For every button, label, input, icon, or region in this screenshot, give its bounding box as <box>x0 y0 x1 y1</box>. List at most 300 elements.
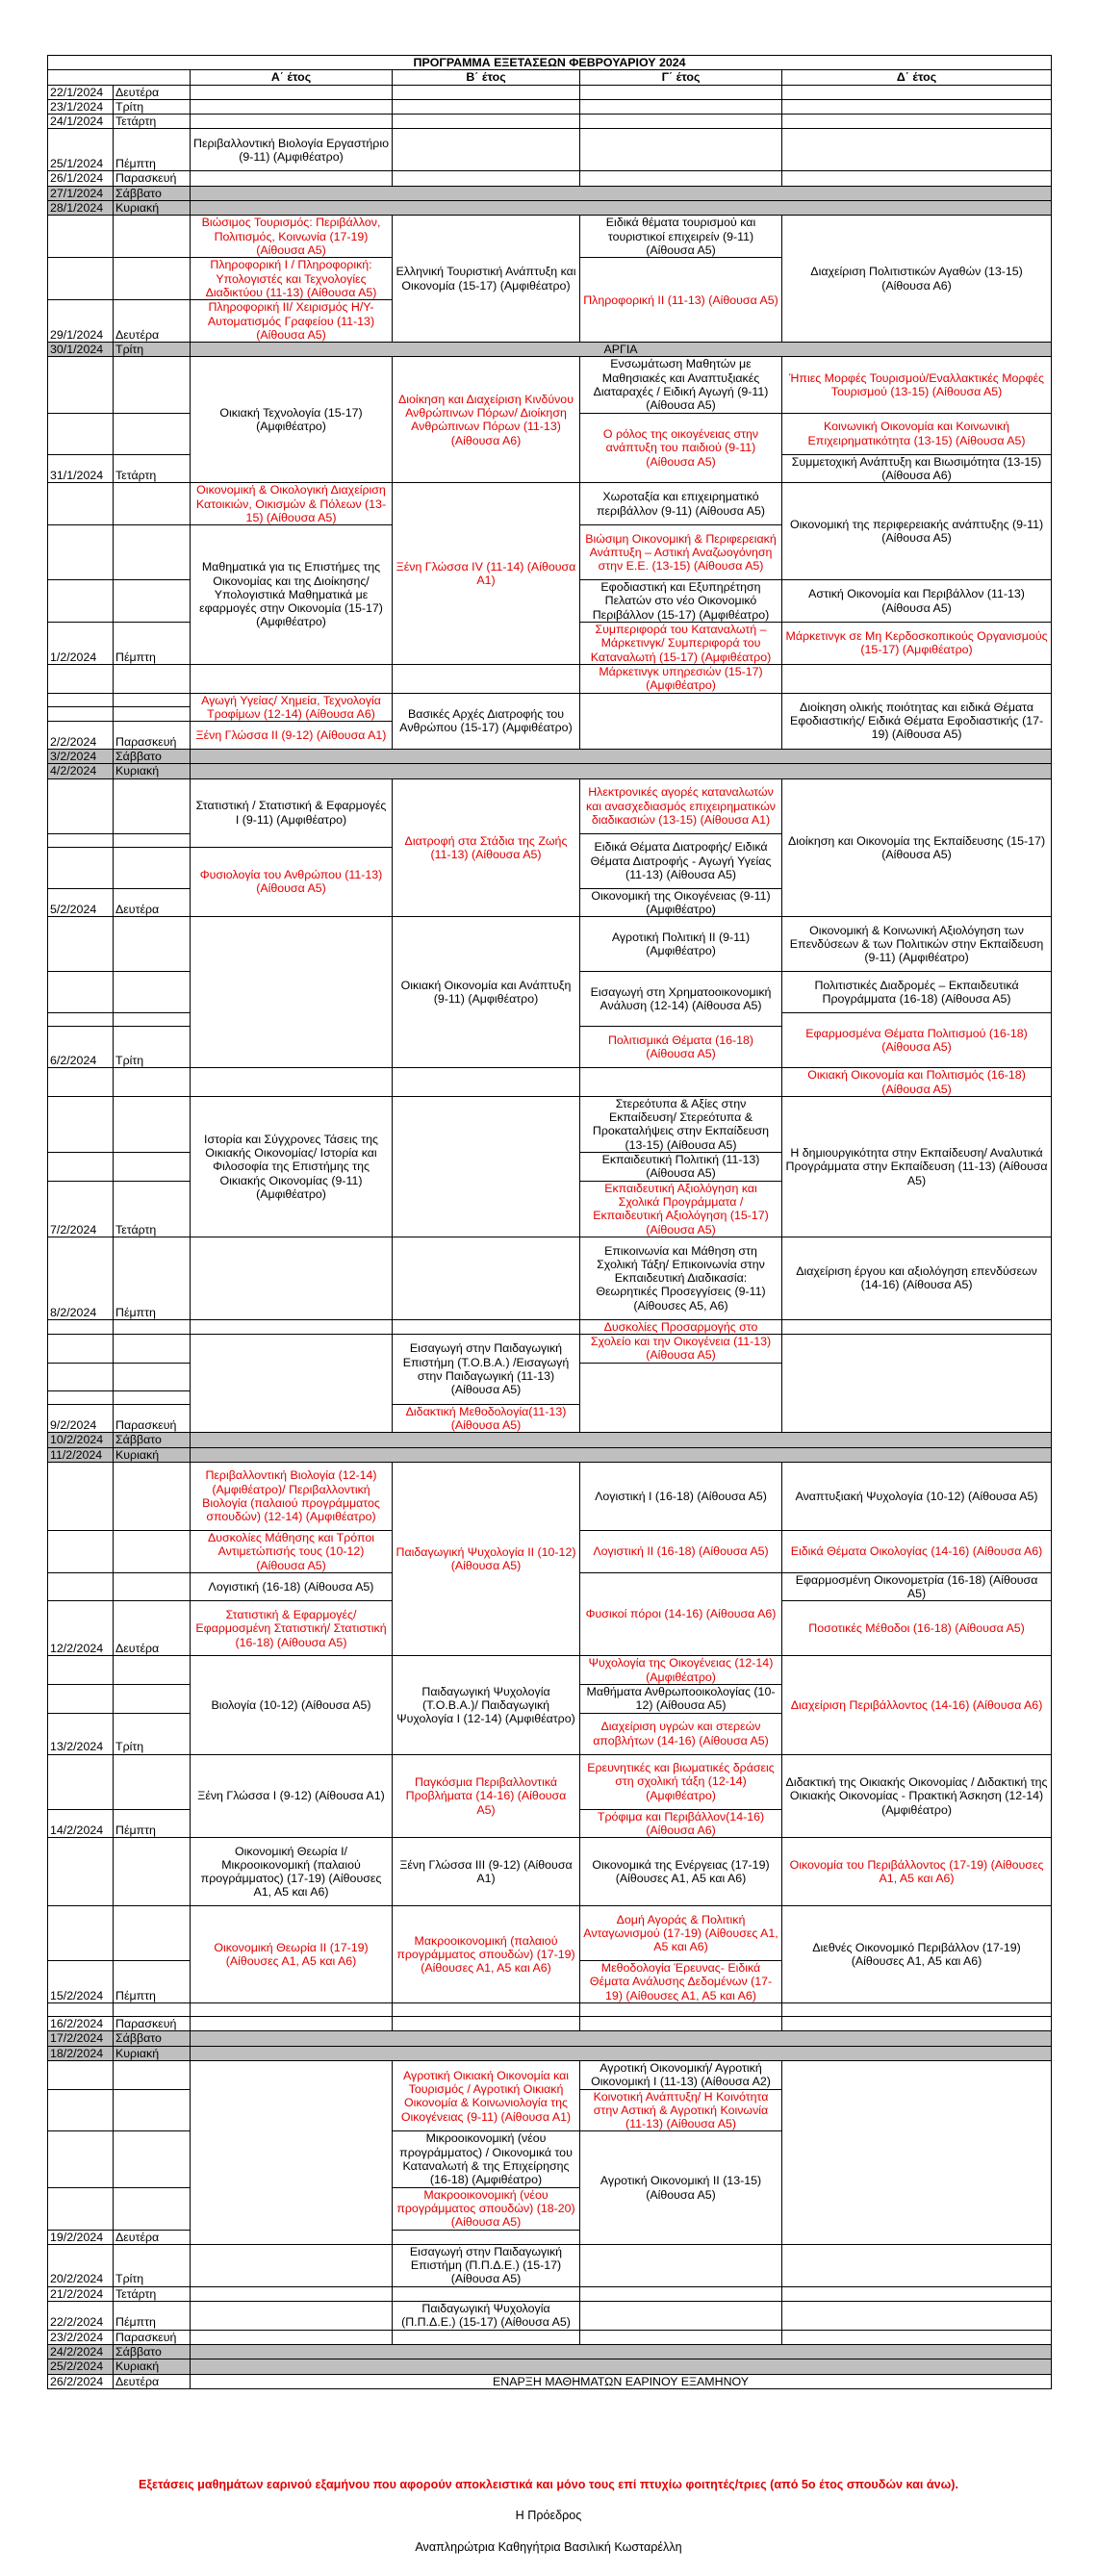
schedule-row <box>48 1096 1052 1152</box>
schedule-row <box>48 171 1052 186</box>
date-cell: 6/2/2024 <box>48 1027 114 1068</box>
weekend-fill <box>191 764 1052 778</box>
date-cell <box>48 525 114 580</box>
date-cell <box>48 833 114 847</box>
date-cell: 23/2/2024 <box>48 2330 114 2344</box>
empty-cell <box>393 129 580 171</box>
weekday-cell <box>114 483 191 525</box>
weekday-cell: Δευτέρα <box>114 300 191 343</box>
exam-cell: Πολιτιστικές Διαδρομές – Εκπαιδευτικά Προγράμματα (16-18) (Αίθουσα Α5) <box>782 972 1052 1013</box>
date-cell <box>48 664 114 693</box>
exam-cell: Εφαρμοσμένη Οικονομετρία (16-18) (Αίθουσα Α5) <box>782 1572 1052 1601</box>
empty-cell <box>580 2017 782 2031</box>
exam-cell: Η δημιουργικότητα στην Εκπαίδευση/ Αναλυτικά Προγράμματα στην Εκπαίδευση (11-13) (Αίθουσα Α5) <box>782 1096 1052 1237</box>
schedule-row <box>48 917 1052 972</box>
weekday-cell: Τετάρτη <box>114 2286 191 2301</box>
weekday-cell: Πέμπτη <box>114 1237 191 1319</box>
exam-cell: Οικονομική & Οικολογική Διαχείριση Κατοικιών, Οικισμών & Πόλεων (13-15) (Αίθουσα Α5) <box>191 483 393 525</box>
weekday-cell: Πέμπτη <box>114 623 191 665</box>
weekday-cell <box>114 2089 191 2131</box>
empty-cell <box>393 115 580 129</box>
schedule-row <box>48 750 1052 764</box>
weekend-fill <box>191 1433 1052 1447</box>
exam-cell: Ενσωμάτωση Μαθητών με Μαθησιακές και Αναπτυξιακές Διαταραχές / Ειδική Αγωγή (9-11) (Αίθουσα Α5) <box>580 357 782 413</box>
weekday-cell <box>114 2187 191 2230</box>
exam-cell: Ξένη Γλώσσα ΙΙ (9-12) (Αίθουσα Α1) <box>191 722 393 750</box>
date-cell: 11/2/2024 <box>48 1447 114 1462</box>
date-cell: 18/2/2024 <box>48 2046 114 2060</box>
exam-cell: Διδακτική της Οικιακής Οικονομίας / Διδακτική της Οικιακής Οικονομίας - Πρακτική Άσκηση (12-14) (Αμφιθέατρο) <box>782 1754 1052 1838</box>
date-cell <box>48 972 114 1013</box>
exam-cell: Διοίκηση και Διαχείριση Κινδύνου Ανθρώπινων Πόρων/ Διοίκηση Ανθρώπινων Πόρων (11-13) (Αίθουσα Α6) <box>393 357 580 483</box>
schedule-row <box>48 1447 1052 1462</box>
exam-cell: Ήπιες Μορφές Τουρισμού/Εναλλακτικές Μορφές Τουρισμού (13-15) (Αίθουσα Α5) <box>782 357 1052 413</box>
empty-cell <box>191 2244 393 2286</box>
date-cell <box>48 1462 114 1530</box>
schedule-row <box>48 1906 1052 1961</box>
schedule-row <box>48 2302 1052 2331</box>
empty-cell <box>782 85 1052 99</box>
date-cell: 31/1/2024 <box>48 454 114 483</box>
schedule-row <box>48 129 1052 171</box>
empty-cell <box>393 1237 580 1319</box>
exam-cell: Δυσκολίες Προσαρμογής στο <box>580 1319 782 1334</box>
date-cell: 8/2/2024 <box>48 1237 114 1319</box>
exam-cell: Στατιστική & Εφαρμογές/ Εφαρμοσμένη Στατιστική/ Στατιστική (16-18) (Αίθουσα Α5) <box>191 1601 393 1656</box>
date-cell: 15/2/2024 <box>48 1961 114 2003</box>
exam-cell: Μάρκετινγκ σε Μη Κερδοσκοπικούς Οργανισμούς (15-17) (Αμφιθέατρο) <box>782 623 1052 665</box>
empty-cell <box>191 115 393 129</box>
date-cell: 24/1/2024 <box>48 115 114 129</box>
schedule-row <box>48 2046 1052 2060</box>
weekday-cell <box>114 2131 191 2187</box>
exam-cell: Λογιστική ΙΙ (16-18) (Αίθουσα Α5) <box>580 1530 782 1572</box>
exam-cell: Πληροφορική Ι / Πληροφορική: Υπολογιστές και Τεχνολογίες Διαδικτύου (11-13) (Αίθουσα Α5) <box>191 258 393 300</box>
weekday-cell: Παρασκευή <box>114 2017 191 2031</box>
empty-cell <box>393 2286 580 2301</box>
date-cell: 4/2/2024 <box>48 764 114 778</box>
date-cell <box>48 483 114 525</box>
empty-cell <box>191 2003 393 2017</box>
schedule-row <box>48 115 1052 129</box>
empty-cell <box>191 1319 393 1334</box>
exam-cell: Οικιακή Τεχνολογία (15-17) (Αμφιθέατρο) <box>191 357 393 483</box>
exam-cell: Πληροφορική ΙΙ (11-13) (Αίθουσα Α5) <box>580 258 782 343</box>
exam-cell: Κοινωνική Οικονομία και Κοινωνική Επιχειρηματικότητα (13-15) (Αίθουσα Α5) <box>782 413 1052 454</box>
date-cell: 2/2/2024 <box>48 722 114 750</box>
full-width-note: ΑΡΓΙΑ <box>191 343 1052 357</box>
date-cell: 29/1/2024 <box>48 300 114 343</box>
schedule-row <box>48 1754 1052 1809</box>
exam-cell: Ο ρόλος της οικογένειας στην ανάπτυξη του παιδιού (9-11) (Αίθουσα Α5) <box>580 413 782 483</box>
date-cell <box>48 2187 114 2230</box>
weekday-cell: Πέμπτη <box>114 1809 191 1838</box>
exam-cell: Διαχείριση υγρών και στερεών αποβλήτων (14-16) (Αίθουσα Α5) <box>580 1713 782 1754</box>
empty-cell <box>191 2017 393 2031</box>
empty-cell <box>782 115 1052 129</box>
weekday-cell <box>114 1906 191 1961</box>
weekend-fill <box>191 201 1052 216</box>
weekday-cell: Σάββατο <box>114 2031 191 2046</box>
empty-cell <box>782 2017 1052 2031</box>
date-cell: 26/2/2024 <box>48 2374 114 2388</box>
date-cell: 21/2/2024 <box>48 2286 114 2301</box>
weekday-cell: Τρίτη <box>114 343 191 357</box>
exam-cell: Παιδαγωγική Ψυχολογία ΙΙ (10-12) (Αίθουσα Α5) <box>393 1462 580 1655</box>
footer-name: Αναπληρώτρια Καθηγήτρια Βασιλική Κωσταρέλλη <box>415 2540 682 2554</box>
footer-note: Εξετάσεις μαθημάτων εαρινού εξαμήνου που αφορούν αποκλειστικά και μόνο τους επί πτυχίω φοιτητές/τριες (από 5ο έτος σπουδών και άνω). <box>139 2478 958 2491</box>
empty-cell <box>782 2060 1052 2244</box>
exam-cell: Διεθνές Οικονομικό Περιβάλλον (17-19) (Αίθουσες Α1, Α5 και Α6) <box>782 1906 1052 2003</box>
date-cell: 23/1/2024 <box>48 99 114 114</box>
date-cell: 12/2/2024 <box>48 1601 114 1656</box>
weekday-cell <box>114 664 191 693</box>
empty-cell <box>580 1363 782 1433</box>
empty-cell <box>191 2286 393 2301</box>
weekend-fill <box>191 2031 1052 2046</box>
year-header-b: Β΄ έτος <box>393 70 580 85</box>
weekday-cell <box>114 1096 191 1152</box>
schedule-row <box>48 1462 1052 1530</box>
date-cell <box>48 258 114 300</box>
weekday-cell <box>114 693 191 707</box>
weekend-fill <box>191 1447 1052 1462</box>
date-cell <box>48 1838 114 1906</box>
date-cell: 13/2/2024 <box>48 1713 114 1754</box>
empty-cell <box>393 99 580 114</box>
weekday-cell: Πέμπτη <box>114 1961 191 2003</box>
exam-cell: Ιστορία και Σύγχρονες Τάσεις της Οικιακής Οικονομίας/ Ιστορία και Φιλοσοφία της Επιστήμης της Οικιακής Οικονομίας (9-11) (Αμφιθέατρο) <box>191 1096 393 1237</box>
empty-cell <box>580 99 782 114</box>
weekday-cell: Τρίτη <box>114 2244 191 2286</box>
exam-cell: Μικροοικονομική (νέου προγράμματος) / Οικονομικά του Καταναλωτή & της Επιχείρησης (16-18) (Αμφιθέατρο) <box>393 2131 580 2187</box>
weekday-cell <box>114 1363 191 1390</box>
empty-cell <box>580 171 782 186</box>
weekday-cell <box>114 1335 191 1364</box>
exam-cell: Εκπαιδευτική Πολιτική (11-13) (Αίθουσα Α5) <box>580 1153 782 1182</box>
weekday-cell: Παρασκευή <box>114 722 191 750</box>
schedule-row <box>48 2374 1052 2388</box>
weekday-cell <box>114 1685 191 1714</box>
exam-cell: Συμπεριφορά του Καταναλωτή – Μάρκετινγκ/ Συμπεριφορά του Καταναλωτή (15-17) (Αμφιθέατρο) <box>580 623 782 665</box>
exam-cell: Δομή Αγοράς & Πολιτική Ανταγωνισμού (17-19) (Αίθουσες Α1, Α5 και Α6) <box>580 1906 782 1961</box>
exam-cell: Οικονομική Θεωρία Ι/ Μικροοικονομική (παλαιού προγράμματος) (17-19) (Αίθουσες Α1, Α5 και Α6) <box>191 1838 393 1906</box>
empty-cell <box>782 1335 1052 1433</box>
exam-cell: Ειδικά Θέματα Οικολογίας (14-16) (Αίθουσα Α6) <box>782 1530 1052 1572</box>
exam-cell: Εκπαιδευτική Αξιολόγηση και Σχολικά Προγράμματα / Εκπαιδευτική Αξιολόγηση (15-17) (Αίθουσα Α5) <box>580 1181 782 1237</box>
exam-cell: Διαχείριση Πολιτιστικών Αγαθών (13-15) (Αίθουσα Α6) <box>782 216 1052 343</box>
weekend-fill <box>191 2359 1052 2374</box>
weekday-cell: Τετάρτη <box>114 454 191 483</box>
date-cell: 14/2/2024 <box>48 1809 114 1838</box>
exam-cell: Εισαγωγή στη Χρηματοοικονομική Ανάλυση (12-14) (Αίθουσα Α5) <box>580 972 782 1027</box>
exam-cell: Αγροτική Οικιακή Οικονομία και Τουρισμός / Αγροτική Οικιακή Οικονομία & Κοινωνιολογία της Οικογένειας (9-11) (Αίθουσα Α1) <box>393 2060 580 2130</box>
date-cell <box>48 1530 114 1572</box>
exam-cell: Ειδικά Θέματα Διατροφής/ Ειδικά Θέματα Διατροφής - Αγωγή Υγείας (11-13) (Αίθουσα Α5) <box>580 833 782 888</box>
exam-cell: Σχολείο και την Οικογένεια (11-13) (Αίθουσα Α5) <box>580 1335 782 1364</box>
exam-cell: Οικονομική & Κοινωνική Αξιολόγηση των Επενδύσεων & των Πολιτικών στην Εκπαίδευση (9-11) (Αμφιθέατρο) <box>782 917 1052 972</box>
empty-cell <box>782 1319 1052 1334</box>
exam-cell: Ψυχολογία της Οικογένειας (12-14) (Αμφιθέατρο) <box>580 1656 782 1685</box>
empty-cell <box>393 171 580 186</box>
weekday-cell <box>114 1656 191 1685</box>
date-cell: 5/2/2024 <box>48 888 114 917</box>
empty-cell <box>393 85 580 99</box>
year-header-a: Α΄ έτος <box>191 70 393 85</box>
weekday-cell: Τρίτη <box>114 1027 191 1068</box>
exam-cell: Διοίκηση ολικής ποιότητας και ειδικά Θέματα Εφοδιαστικής/ Ειδικά Θέματα Εφοδιαστικής (17-19) (Αίθουσα Α5) <box>782 693 1052 750</box>
date-cell <box>48 1656 114 1685</box>
empty-cell <box>191 917 393 1068</box>
date-cell <box>48 1153 114 1182</box>
date-cell: 25/2/2024 <box>48 2359 114 2374</box>
exam-cell: Ερευνητικές και βιωματικές δράσεις στη σχολική τάξη (12-14) (Αμφιθέατρο) <box>580 1754 782 1809</box>
empty-cell <box>782 171 1052 186</box>
schedule-row <box>48 1335 1052 1364</box>
schedule-row <box>48 99 1052 114</box>
weekday-cell <box>114 580 191 623</box>
weekday-cell: Κυριακή <box>114 1447 191 1462</box>
empty-cell <box>393 2330 580 2344</box>
date-cell <box>48 580 114 623</box>
weekday-cell <box>114 1319 191 1334</box>
empty-cell <box>580 2330 782 2344</box>
schedule-row <box>48 778 1052 833</box>
schedule-row <box>48 1237 1052 1319</box>
exam-cell: Ηλεκτρονικές αγορές καταναλωτών και ανασχεδιασμός επιχειρηματικών διαδικασιών (13-15) (Αίθουσα Α1) <box>580 778 782 833</box>
weekday-cell: Πέμπτη <box>114 129 191 171</box>
schedule-row <box>48 764 1052 778</box>
schedule-row <box>48 1068 1052 1097</box>
weekday-cell <box>114 917 191 972</box>
exam-cell: Συμμετοχική Ανάπτυξη και Βιωσιμότητα (13-15) (Αίθουσα Α6) <box>782 454 1052 483</box>
empty-cell <box>782 2302 1052 2331</box>
exam-cell: Μαθήματα Ανθρωποοικολογίας (10-12) (Αίθουσα Α5) <box>580 1685 782 1714</box>
schedule-row <box>48 2359 1052 2374</box>
weekend-fill <box>191 2046 1052 2060</box>
exam-cell: Στερεότυπα & Αξίες στην Εκπαίδευση/ Στερεότυπα & Προκαταλήψεις στην Εκπαίδευση (13-15) (Αίθουσα Α5) <box>580 1096 782 1152</box>
date-cell <box>48 216 114 258</box>
exam-cell: Μάρκετινγκ υπηρεσιών (15-17) (Αμφιθέατρο) <box>580 664 782 693</box>
weekday-cell: Δευτέρα <box>114 1601 191 1656</box>
date-cell <box>48 1319 114 1334</box>
date-cell <box>48 1685 114 1714</box>
schedule-row <box>48 343 1052 357</box>
exam-cell: Διαχείριση έργου και αξιολόγηση επενδύσεων (14-16) (Αίθουσα Α5) <box>782 1237 1052 1319</box>
empty-cell <box>580 2244 782 2286</box>
exam-cell: Εισαγωγή στην Παιδαγωγική Επιστήμη (Π.Π.Δ.Ε.) (15-17) (Αίθουσα Α5) <box>393 2244 580 2286</box>
exam-cell: Λογιστική (16-18) (Αίθουσα Α5) <box>191 1572 393 1601</box>
empty-cell <box>580 85 782 99</box>
date-cell: 9/2/2024 <box>48 1404 114 1433</box>
date-cell: 22/2/2024 <box>48 2302 114 2331</box>
date-cell: 10/2/2024 <box>48 1433 114 1447</box>
empty-cell <box>191 171 393 186</box>
date-cell: 22/1/2024 <box>48 85 114 99</box>
empty-cell <box>191 85 393 99</box>
weekday-cell: Δευτέρα <box>114 85 191 99</box>
weekday-cell: Δευτέρα <box>114 2374 191 2388</box>
empty-cell <box>191 1335 393 1433</box>
date-cell: 19/2/2024 <box>48 2230 114 2244</box>
empty-cell <box>782 2003 1052 2017</box>
weekday-cell: Τετάρτη <box>114 115 191 129</box>
date-cell <box>48 707 114 722</box>
empty-cell <box>191 1237 393 1319</box>
empty-cell <box>393 2003 580 2017</box>
schedule-row <box>48 2060 1052 2089</box>
weekday-cell <box>114 1153 191 1182</box>
empty-cell <box>782 2286 1052 2301</box>
schedule-row <box>48 693 1052 707</box>
weekday-cell <box>114 357 191 413</box>
weekday-cell: Κυριακή <box>114 2046 191 2060</box>
date-cell <box>48 413 114 454</box>
date-cell <box>48 693 114 707</box>
exam-cell: Κοινοτική Ανάπτυξη/ Η Κοινότητα στην Αστική & Αγροτική Κοινωνία (11-13) (Αίθουσα Α5) <box>580 2089 782 2131</box>
date-cell: 20/2/2024 <box>48 2244 114 2286</box>
weekday-cell <box>114 525 191 580</box>
schedule-row <box>48 201 1052 216</box>
empty-cell <box>580 2302 782 2331</box>
weekday-cell <box>114 1462 191 1530</box>
weekday-cell: Δευτέρα <box>114 2230 191 2244</box>
weekday-cell <box>114 707 191 722</box>
empty-cell <box>191 664 393 693</box>
exam-cell: Φυσικοί πόροι (14-16) (Αίθουσα Α6) <box>580 1572 782 1656</box>
weekday-cell: Παρασκευή <box>114 2330 191 2344</box>
exam-cell: Περιβαλλοντική Βιολογία (12-14) (Αμφιθέατρο)/ Περιβαλλοντική Βιολογία (παλαιού προγράμματος σπουδών) (12-14) (Αμφιθέατρο) <box>191 1462 393 1530</box>
exam-cell: Αγροτική Οικονομική ΙΙ (13-15) (Αίθουσα Α5) <box>580 2131 782 2244</box>
schedule-row <box>48 2017 1052 2031</box>
empty-cell <box>393 1096 580 1237</box>
empty-cell <box>191 2302 393 2331</box>
weekday-cell: Σάββατο <box>114 186 191 200</box>
schedule-row <box>48 186 1052 200</box>
date-cell: 25/1/2024 <box>48 129 114 171</box>
exam-cell: Ξένη Γλώσσα IV (11-14) (Αίθουσα Α1) <box>393 483 580 665</box>
empty-cell <box>191 2330 393 2344</box>
exam-cell: Χωροταξία και επιχειρηματικό περιβάλλον (9-11) (Αίθουσα Α5) <box>580 483 782 525</box>
exam-cell: Περιβαλλοντική Βιολογία Εργαστήριο (9-11) (Αμφιθέατρο) <box>191 129 393 171</box>
exam-cell: Οικονομία του Περιβάλλοντος (17-19) (Αίθουσες Α1, Α5 και Α6) <box>782 1838 1052 1906</box>
empty-cell <box>393 2017 580 2031</box>
empty-cell <box>580 129 782 171</box>
exam-cell: Μακροοικονομική (νέου προγράμματος σπουδών) (18-20) (Αίθουσα Α5) <box>393 2187 580 2230</box>
exam-cell: Βιολογία (10-12) (Αίθουσα Α5) <box>191 1656 393 1754</box>
weekday-cell <box>114 413 191 454</box>
schedule-row <box>48 2244 1052 2286</box>
weekday-cell: Σάββατο <box>114 1433 191 1447</box>
date-cell: 26/1/2024 <box>48 171 114 186</box>
date-cell: 16/2/2024 <box>48 2017 114 2031</box>
exam-cell: Παιδαγωγική Ψυχολογία (Τ.Ο.Β.Α.)/ Παιδαγωγική Ψυχολογία Ι (12-14) (Αμφιθέατρο) <box>393 1656 580 1754</box>
date-cell <box>48 2003 114 2017</box>
schedule-row <box>48 1433 1052 1447</box>
empty-cell <box>580 693 782 750</box>
weekday-cell <box>114 2060 191 2089</box>
weekday-cell <box>114 1068 191 1097</box>
exam-cell: Παγκόσμια Περιβαλλοντικά Προβλήματα (14-16) (Αίθουσα Α5) <box>393 1754 580 1838</box>
exam-cell: Δυσκολίες Μάθησης και Τρόποι Αντιμετώπισής τους (10-12) (Αίθουσα Α5) <box>191 1530 393 1572</box>
schedule-row <box>48 2031 1052 2046</box>
exam-cell: Διαχείριση Περιβάλλοντος (14-16) (Αίθουσα Α6) <box>782 1656 1052 1754</box>
date-cell <box>48 1754 114 1809</box>
schedule-row <box>48 357 1052 413</box>
weekday-cell: Παρασκευή <box>114 171 191 186</box>
exam-cell: Αγροτική Πολιτική ΙΙ (9-11) (Αμφιθέατρο) <box>580 917 782 972</box>
weekday-cell: Τετάρτη <box>114 1181 191 1237</box>
empty-cell <box>393 1319 580 1334</box>
exam-cell: Διδακτική Μεθοδολογία(11-13) (Αίθουσα Α5) <box>393 1404 580 1433</box>
empty-cell <box>393 1068 580 1097</box>
date-cell <box>48 1363 114 1390</box>
empty-cell <box>782 2330 1052 2344</box>
weekday-cell: Παρασκευή <box>114 1404 191 1433</box>
exam-cell: Οικιακή Οικονομία και Ανάπτυξη (9-11) (Αμφιθέατρο) <box>393 917 580 1068</box>
date-cell <box>48 1335 114 1364</box>
exam-cell: Στατιστική / Στατιστική & Εφαρμογές Ι (9-11) (Αμφιθέατρο) <box>191 778 393 847</box>
weekday-cell <box>114 216 191 258</box>
schedule-row <box>48 1319 1052 1334</box>
exam-cell: Μεθοδολογία Έρευνας- Ειδικά Θέματα Ανάλυσης Δεδομένων (17-19) (Αίθουσες Α1, Α5 και Α6) <box>580 1961 782 2003</box>
empty-cell <box>580 2286 782 2301</box>
exam-cell: Οικονομική της Οικογένειας (9-11) (Αμφιθέατρο) <box>580 888 782 917</box>
schedule-row <box>48 664 1052 693</box>
schedule-row <box>48 85 1052 99</box>
date-cell <box>48 1096 114 1152</box>
exam-cell: Εφοδιαστική και Εξυπηρέτηση Πελατών στο νέο Οικονομικό Περιβάλλον (15-17) (Αμφιθέατρο) <box>580 580 782 623</box>
date-cell <box>48 357 114 413</box>
weekday-cell: Πέμπτη <box>114 2302 191 2331</box>
exam-cell: Ποσοτικές Μέθοδοι (16-18) (Αίθουσα Α5) <box>782 1601 1052 1656</box>
empty-cell <box>580 115 782 129</box>
weekday-cell <box>114 1530 191 1572</box>
empty-cell <box>191 99 393 114</box>
exam-cell: Ειδικά θέματα τουρισμού και τουριστικοί επιχειρείν (9-11) (Αίθουσα Α5) <box>580 216 782 258</box>
empty-cell <box>191 1068 393 1097</box>
weekday-cell <box>114 833 191 847</box>
schedule-row <box>48 483 1052 525</box>
exam-cell: Οικονομικά της Ενέργειας (17-19) (Αίθουσες Α1, Α5 και Α6) <box>580 1838 782 1906</box>
date-cell: 28/1/2024 <box>48 201 114 216</box>
schedule-row <box>48 2003 1052 2017</box>
weekday-cell <box>114 847 191 888</box>
date-cell <box>48 778 114 833</box>
exam-cell: Αγωγή Υγείας/ Χημεία, Τεχνολογία Τροφίμων (12-14) (Αίθουσα Α6) <box>191 693 393 722</box>
exam-cell: Επικοινωνία και Μάθηση στη Σχολική Τάξη/ Επικοινωνία στην Εκπαιδευτική Διαδικασία: Θεωρητικές Προσεγγίσεις (9-11) (Αίθουσες Α5, Α6) <box>580 1237 782 1319</box>
date-cell <box>48 1572 114 1601</box>
weekend-fill <box>191 2344 1052 2359</box>
empty-cell <box>580 2003 782 2017</box>
exam-cell: Οικονομική Θεωρία ΙΙ (17-19) (Αίθουσες Α1, Α5 και Α6) <box>191 1906 393 2003</box>
date-cell: 24/2/2024 <box>48 2344 114 2359</box>
exam-schedule <box>47 55 1051 2389</box>
weekday-cell <box>114 1572 191 1601</box>
weekday-cell <box>114 1390 191 1404</box>
schedule-row <box>48 1656 1052 1685</box>
empty-cell <box>393 2230 580 2244</box>
exam-cell: Πολιτισμικά Θέματα (16-18) (Αίθουσα Α5) <box>580 1027 782 1068</box>
weekday-cell: Δευτέρα <box>114 888 191 917</box>
exam-cell: Λογιστική Ι (16-18) (Αίθουσα Α5) <box>580 1462 782 1530</box>
date-cell: 30/1/2024 <box>48 343 114 357</box>
empty-cell <box>393 664 580 693</box>
weekday-cell <box>114 972 191 1013</box>
weekday-cell: Κυριακή <box>114 764 191 778</box>
weekday-cell <box>114 1754 191 1809</box>
weekday-cell <box>114 258 191 300</box>
